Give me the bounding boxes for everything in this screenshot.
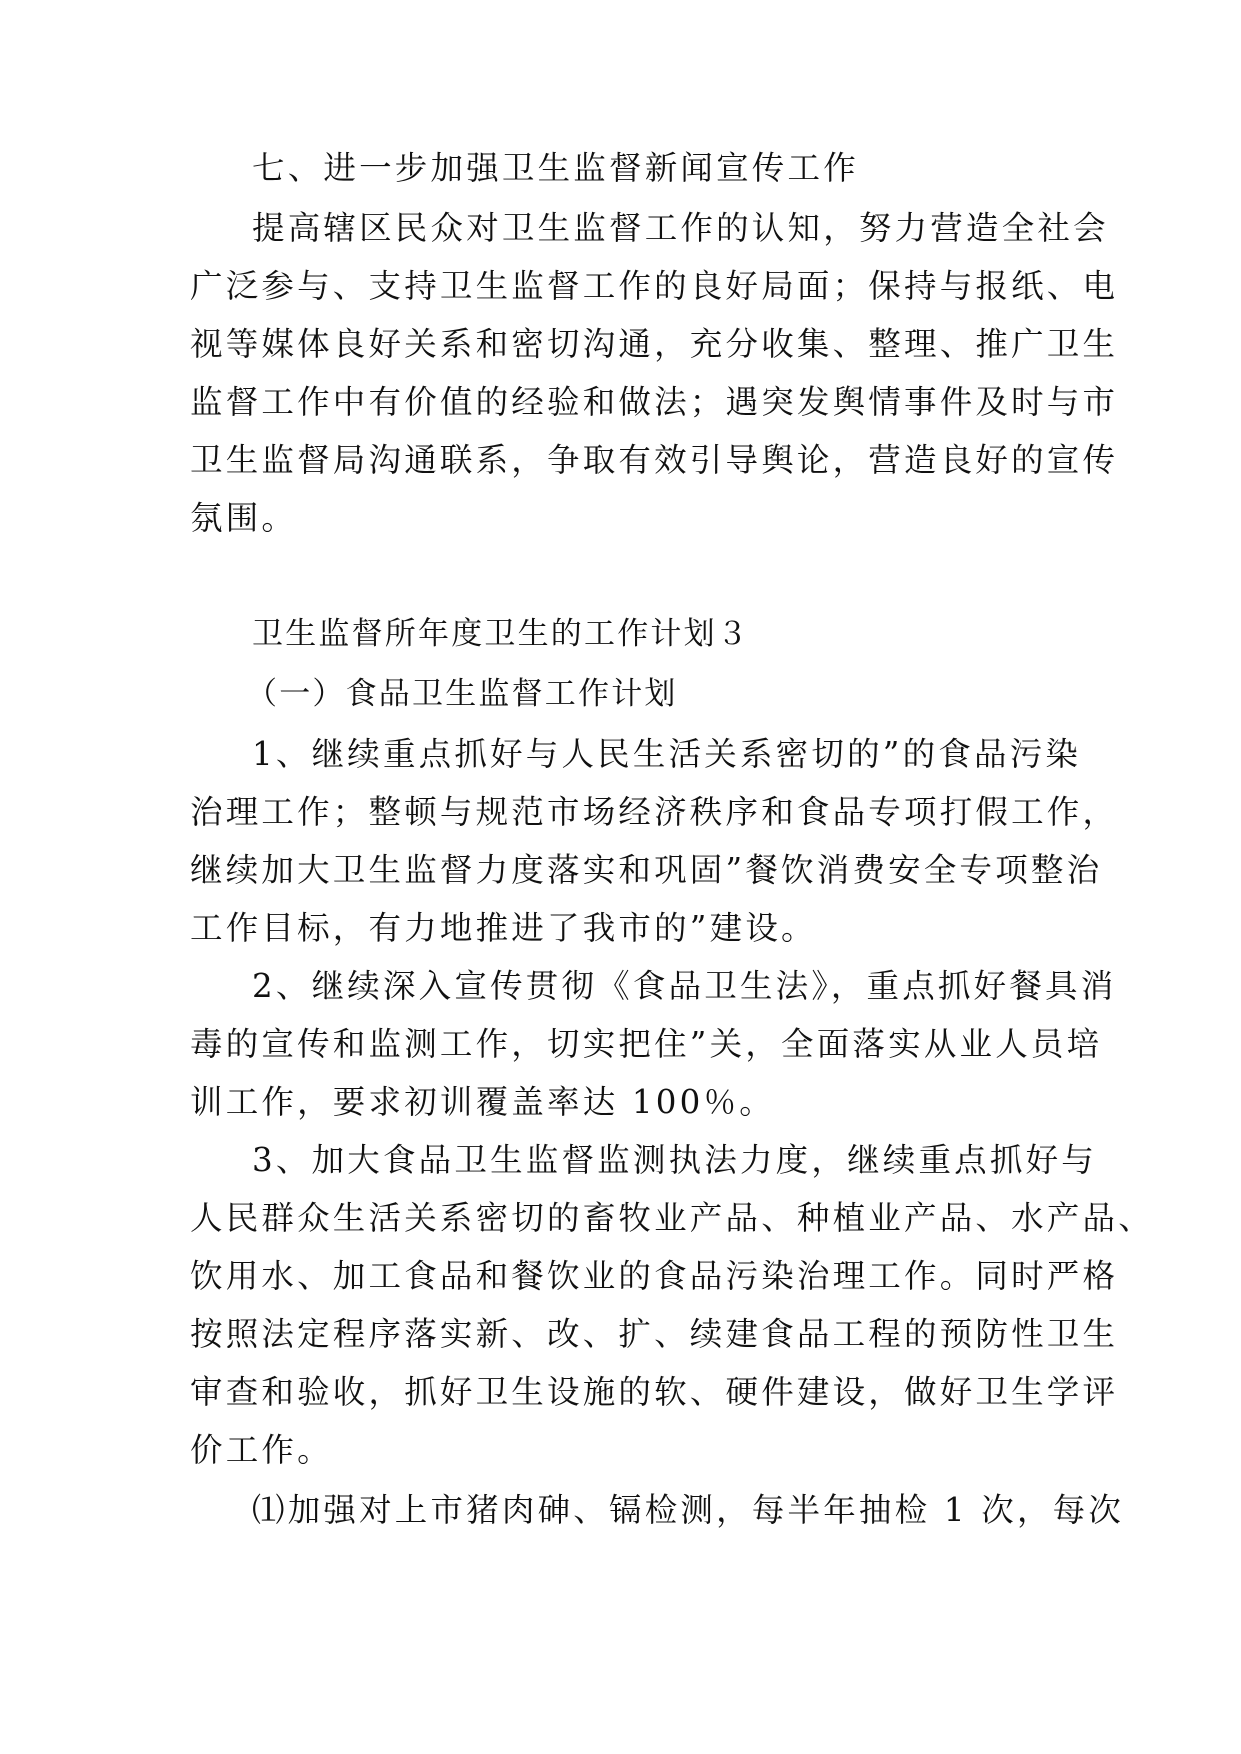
paragraph-line: 按照法定程序落实新、改、扩、续建食品工程的预防性卫生 bbox=[190, 1315, 1119, 1353]
plan-title: 卫生监督所年度卫生的工作计划３ bbox=[252, 616, 750, 652]
paragraph-line: 训工作，要求初训覆盖率达 100％。 bbox=[190, 1083, 775, 1121]
plan-subheading: （一）食品卫生监督工作计划 bbox=[246, 676, 678, 712]
paragraph-line: 继续加大卫生监督力度落实和巩固”餐饮消费安全专项整治 bbox=[190, 851, 1103, 889]
paragraph-line: 工作目标，有力地推进了我市的”建设。 bbox=[190, 909, 817, 947]
paragraph-line: 毒的宣传和监测工作，切实把住”关，全面落实从业人员培 bbox=[190, 1025, 1103, 1063]
paragraph-line: 人民群众生活关系密切的畜牧业产品、种植业产品、水产品、 bbox=[190, 1199, 1154, 1237]
paragraph-line: 视等媒体良好关系和密切沟通，充分收集、整理、推广卫生 bbox=[190, 325, 1119, 363]
paragraph-line: 1、继续重点抓好与人民生活关系密切的”的食品污染 bbox=[252, 735, 1082, 773]
paragraph-line: 3、加大食品卫生监督监测执法力度，继续重点抓好与 bbox=[252, 1141, 1097, 1179]
paragraph-line: 价工作。 bbox=[190, 1431, 333, 1469]
paragraph-line: 卫生监督局沟通联系，争取有效引导舆论，营造良好的宣传 bbox=[190, 441, 1119, 479]
paragraph-line: 提高辖区民众对卫生监督工作的认知，努力营造全社会 bbox=[252, 209, 1109, 247]
paragraph-line: 审查和验收，抓好卫生设施的软、硬件建设，做好卫生学评 bbox=[190, 1373, 1119, 1411]
paragraph-line: 广泛参与、支持卫生监督工作的良好局面；保持与报纸、电 bbox=[190, 267, 1119, 305]
paragraph-line: 2、继续深入宣传贯彻《食品卫生法》，重点抓好餐具消 bbox=[252, 967, 1117, 1005]
paragraph-line: 饮用水、加工食品和餐饮业的食品污染治理工作。同时严格 bbox=[190, 1257, 1119, 1295]
section-heading: 七、进一步加强卫生监督新闻宣传工作 bbox=[252, 149, 859, 187]
paragraph-line: 治理工作；整顿与规范市场经济秩序和食品专项打假工作， bbox=[190, 793, 1119, 831]
paragraph-line: ⑴加强对上市猪肉砷、镉检测，每半年抽检 1 次，每次 bbox=[252, 1491, 1125, 1529]
paragraph-line: 氛围。 bbox=[190, 499, 298, 537]
paragraph-line: 监督工作中有价值的经验和做法；遇突发舆情事件及时与市 bbox=[190, 383, 1119, 421]
